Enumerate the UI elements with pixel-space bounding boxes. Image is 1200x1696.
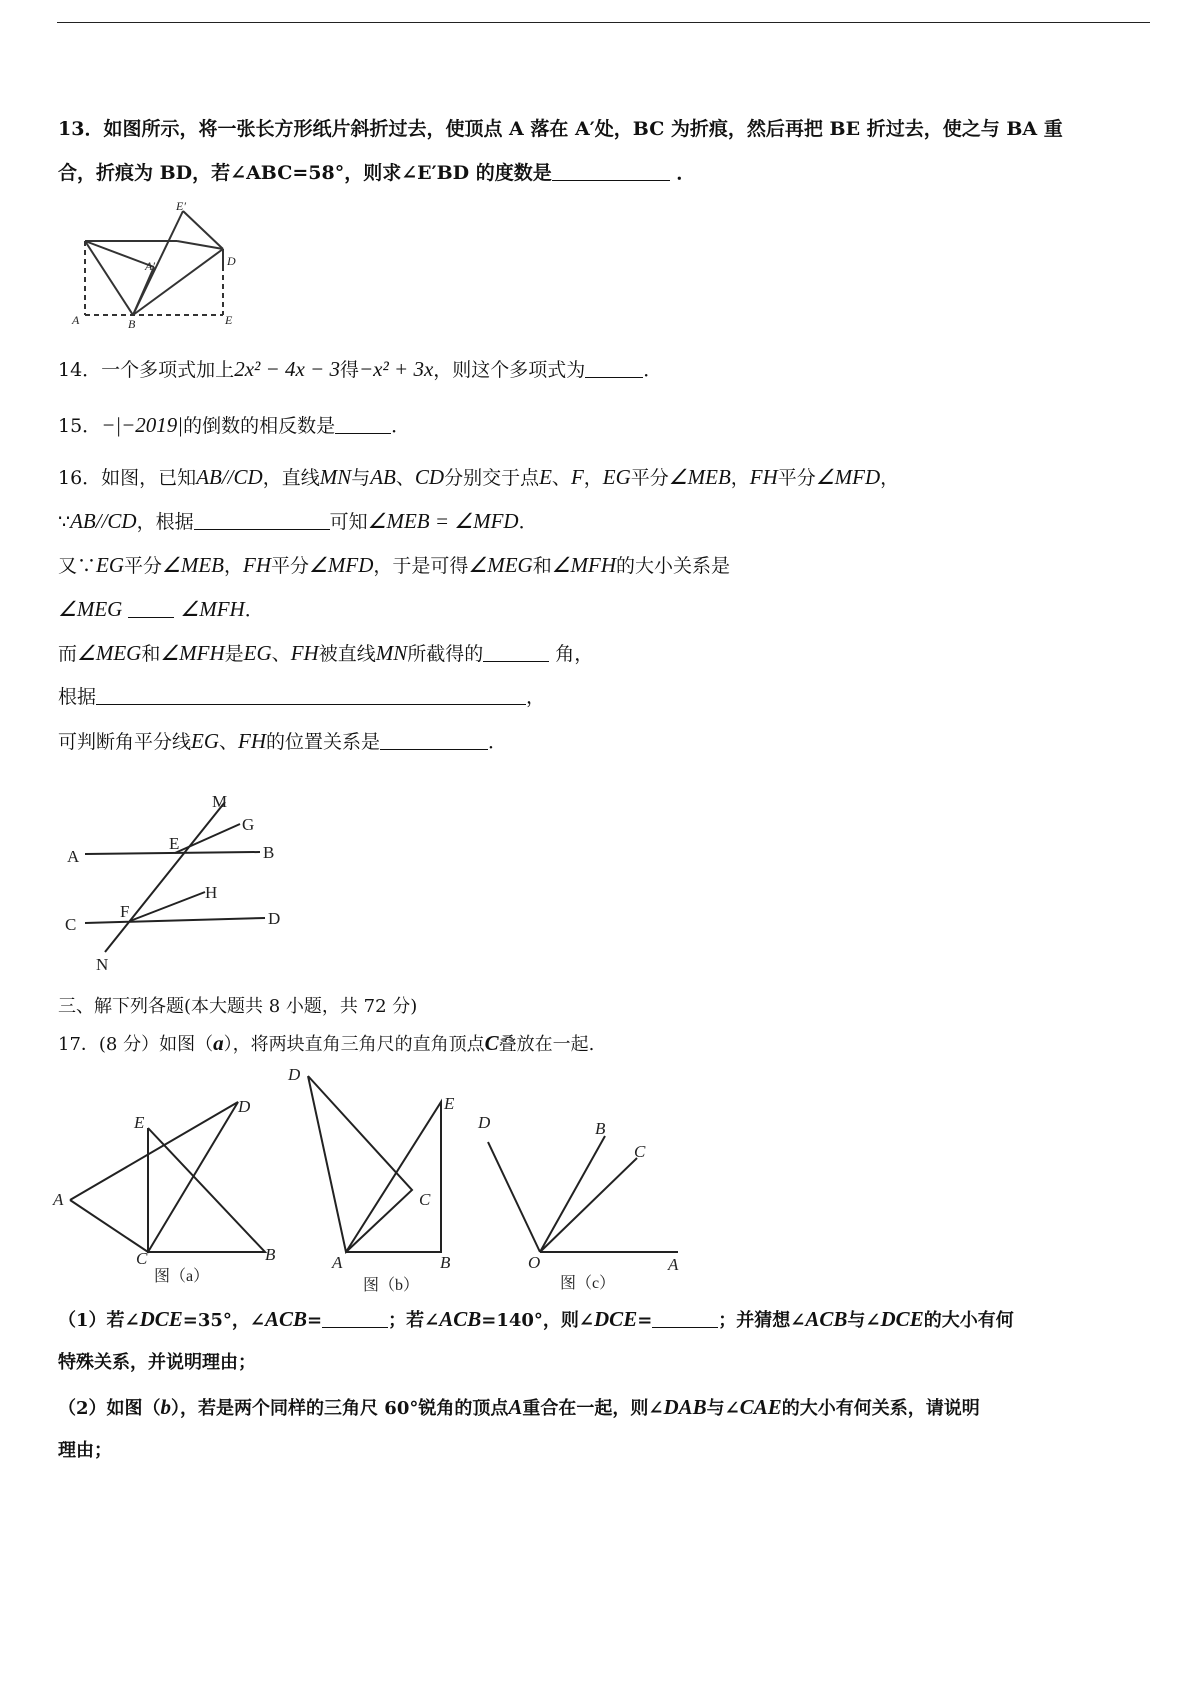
text-run: ACB [805,1307,848,1331]
q17c-label-c: C [634,1142,646,1161]
q16-blank-angle-type [483,643,549,662]
text-run: 根据 [58,686,97,708]
q16-line7 [58,728,507,755]
text-run: 15． [58,415,102,437]
q16-label-d: D [268,909,281,928]
text-run: ∠MFH [180,597,245,621]
q13-label-a-prime: A′ [145,259,155,273]
q17b-label-d: D [288,1065,301,1084]
text-run: AB//CD [196,465,263,489]
text-run: ，根据 [136,511,194,533]
q16-blank-reason2 [96,686,526,705]
q17b-caption: 图（b） [363,1277,420,1294]
text-run: AB [370,465,396,489]
q16-line3 [58,552,730,579]
q13-figure [55,198,250,333]
q13-label-b: B [128,317,136,331]
header-rule [57,22,1150,23]
text-run: ， [583,467,603,489]
q16-label-n: N [96,955,109,974]
text-run: = [637,1310,653,1331]
q17b-label-e: E [444,1094,455,1113]
q17c-label-d: D [478,1113,491,1132]
q13-label-e: E [225,313,233,327]
text-run: ． [518,511,538,533]
text-run: EG [191,729,220,753]
text-run: ∠MEG [468,553,533,577]
q17b-label-a: A [332,1253,343,1272]
text-run: ． [488,731,508,753]
text-run: DCE [139,1307,183,1331]
text-run: MN [375,641,408,665]
text-run: 与∠ [706,1398,740,1419]
text-run: DCE [880,1307,924,1331]
q17c-label-a: A [668,1255,679,1274]
text-run: FH [749,465,778,489]
q17a-caption: 图（a） [154,1268,210,1285]
text-run: ACB [439,1307,482,1331]
text-run: （2）如图（ [58,1398,161,1419]
text-run: ． [391,415,411,437]
q13-label-d: D [227,254,236,268]
text-run: FH [238,729,267,753]
q14-expr2: −x² + 3x [358,357,434,381]
q16-figure [55,780,305,980]
text-run: 14．一个多项式加上 [58,359,235,381]
text-run: 的大小有何关系，请说明 [781,1398,980,1419]
q14-answer-blank [585,359,643,378]
text-run: ． [676,162,696,184]
text-run: ∠MEG [58,597,123,621]
text-run: DCE [594,1307,638,1331]
text-run: 而 [58,643,78,665]
text-run: ∠MFD [815,465,881,489]
q13-text: 合，折痕为 BD，若∠ABC=58°，则求∠E′BD 的度数是 [58,162,552,184]
text-run: 分别交于点 [444,467,540,489]
text-run: 、 [551,467,571,489]
q16-label-c: C [65,915,77,934]
text-run: CD [414,465,445,489]
section3-title: 三、解下列各题(本大题共 8 小题，共 72 分) [58,996,418,1017]
text-run: 叠放在一起. [498,1034,595,1055]
text-run: ，直线 [262,467,320,489]
q15-answer-blank [335,415,391,434]
q16-label-e: E [169,834,180,853]
text-run: 所截得的 [407,643,484,665]
text-run: 的大小关系是 [616,555,731,577]
q17-part2-line2: 理由； [58,1440,112,1461]
text-run: MN [319,465,352,489]
text-run: 平分 [271,555,310,577]
q16-label-f: F [120,902,130,921]
q16-label-g: G [242,815,255,834]
text-run: ；若∠ [388,1310,440,1331]
text-run: ∠MEB [668,465,731,489]
text-run: ， [880,467,900,489]
q16-label-b: B [263,843,275,862]
text-run: 与 [351,467,371,489]
q17-figures [50,1062,750,1302]
text-run: ），将两块直角三角尺的直角顶点 [223,1034,485,1055]
q17-blank-dce [652,1309,718,1328]
text-run: =35°，∠ [182,1310,266,1331]
q17c-label-o: O [528,1253,541,1272]
text-run: ACB [265,1307,308,1331]
text-run: CAE [739,1395,782,1419]
q16-label-m: M [212,792,228,811]
q17a-label-d: D [238,1097,251,1116]
text-run: ， [730,467,750,489]
text-run: 、 [219,731,239,753]
q13-line1: 13．如图所示，将一张长方形纸片斜折过去，使顶点 A 落在 A′处，BC 为折痕，然后再把 BE 折过去，使之与 BA 重 [58,118,1063,140]
text-run: ∵ [58,511,71,533]
text-run: E [539,465,552,489]
text-run: EG [602,465,631,489]
q16-line6 [58,684,545,710]
text-run: b [160,1395,172,1419]
text-run: 被直线 [318,643,376,665]
text-run: 、 [271,643,291,665]
text-run: 平分 [124,555,163,577]
text-run: 16．如图，已知 [58,467,197,489]
text-run: 得 [339,359,359,381]
q17-part2-line1 [58,1394,980,1422]
text-run: 可判断角平分线 [58,731,192,753]
q17c-label-b: B [595,1119,606,1138]
text-run: ∠MFH [551,553,617,577]
text-run: 又∵ [58,555,97,577]
q17-blank-acb [322,1309,388,1328]
q15-expr: −|−2019| [101,413,184,437]
q16-blank-relation [128,599,174,618]
text-run: ；并猜想∠ [718,1310,806,1331]
text-run: ），若是两个同样的三角尺 60°锐角的顶点 [171,1398,509,1419]
text-run: 的位置关系是 [266,731,381,753]
text-run: A [508,1395,523,1419]
text-run: 可知 [329,511,368,533]
text-run: 、 [395,467,415,489]
q13-label-a: A [72,313,80,327]
text-run: FH [243,553,272,577]
q13-line2 [58,160,695,186]
q17a-label-e: E [134,1113,145,1132]
q16-line2 [58,508,538,535]
text-run: 平分 [777,467,816,489]
q13-answer-blank [552,162,670,181]
q14-expr1: 2x² − 4x − 3 [234,357,340,381]
q17-part1-line1 [58,1306,1014,1334]
q13-label-e-prime: E′ [176,199,186,213]
q16-blank-position [380,731,488,750]
text-run: ， [224,555,244,577]
q17a-label-a: A [53,1190,64,1209]
text-run: EG [96,553,125,577]
text-run: AB//CD [70,509,137,533]
text-run: 和 [141,643,161,665]
text-run: ，于是可得 [373,555,469,577]
text-run: DAB [663,1395,707,1419]
text-run: ． [244,599,264,621]
q16-blank-reason1 [194,511,330,530]
q17a-label-b: B [265,1245,276,1264]
text-run: 和 [532,555,552,577]
text-run: =140°，则∠ [481,1310,595,1331]
text-run: 平分 [630,467,669,489]
q17-part1-line2: 特殊关系，并说明理由； [58,1352,256,1373]
text-run: ∠MFH [160,641,225,665]
text-run: ∠MEB = ∠MFD [367,509,519,533]
text-run: ． [643,359,663,381]
text-run: ∠MEB [162,553,225,577]
text-run: 的大小有何 [923,1310,1014,1331]
q17b-label-c: C [419,1190,431,1209]
q15-line [58,412,410,439]
text-run: 角， [555,643,594,665]
q17a-label-c: C [136,1249,148,1268]
q14-line [58,356,662,383]
text-run: EG [243,641,272,665]
text-run: C [484,1031,499,1055]
text-run: 17．(8 分）如图（ [58,1034,214,1055]
text-run: a [213,1031,224,1055]
q16-label-h: H [205,883,218,902]
text-run: 重合在一起，则∠ [522,1398,664,1419]
text-run: （1）若∠ [58,1310,140,1331]
q16-line5 [58,640,593,667]
text-run: F [570,465,584,489]
q17-stem [58,1030,594,1058]
q17b-label-b: B [440,1253,451,1272]
q17c-caption: 图（c） [560,1275,616,1292]
q16-label-a: A [67,847,80,866]
text-run: 与∠ [847,1310,881,1331]
text-run: = [307,1310,323,1331]
text-run: ∠MEG [77,641,142,665]
text-run: ， [526,686,546,708]
text-run: FH [290,641,319,665]
text-run: ∠MFD [309,553,374,577]
text-run: 的倒数的相反数是 [183,415,336,437]
text-run: 是 [224,643,244,665]
text-run: ，则这个多项式为 [433,359,586,381]
q16-line4 [58,596,264,623]
q16-line1 [58,464,899,491]
